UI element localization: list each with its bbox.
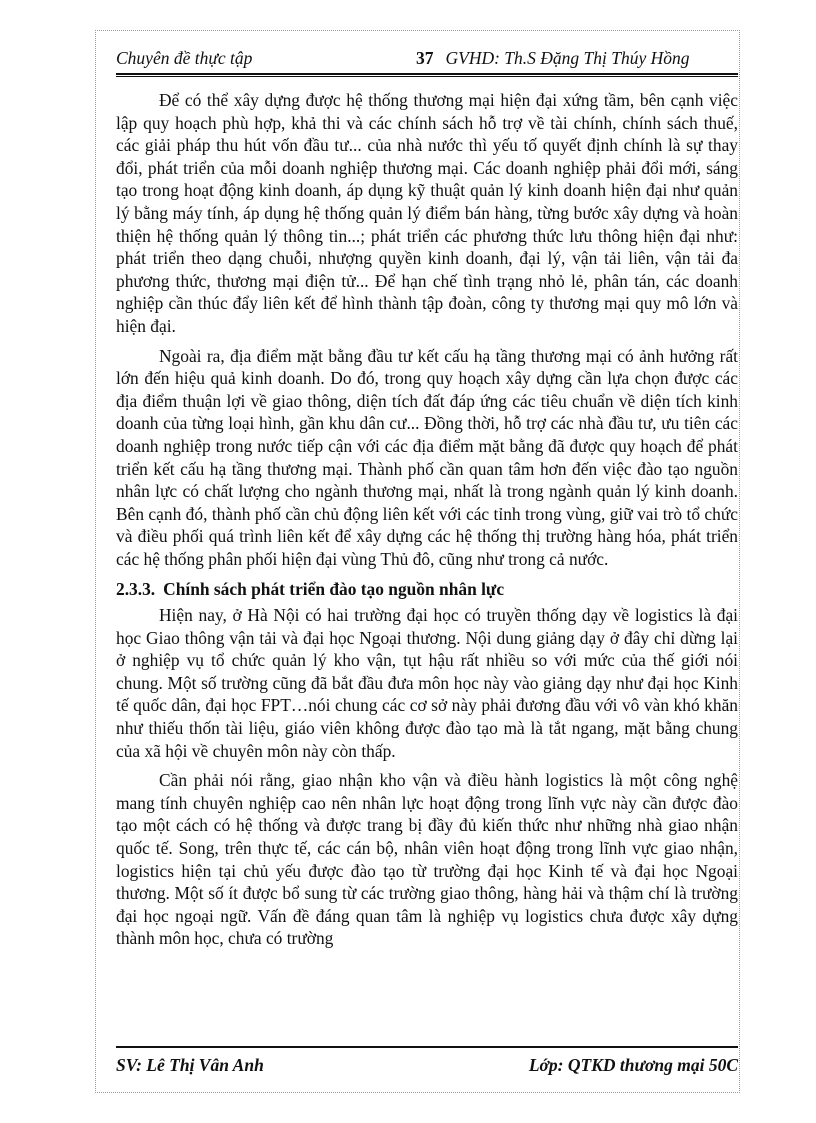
paragraph: Hiện nay, ở Hà Nội có hai trường đại học có truyền thống dạy về logistics là đại học Giao thông vận tải và đại học Ngoại thương. Nội dung giảng dạy ở đây chỉ dừng lại ở nghiệp vụ tổ chức quản lý kho vận, tụt hậu rất nhiều so với mức của thế giới nói chung. Một số trường cũng đã bắt đầu đưa môn học này vào giảng dạy như đại học Kinh tế quốc dân, đại học FPT…nói chung các cơ sở này phải đương đầu với vô vàn khó khăn như thiếu thốn tài liệu, giáo viên không được đào tạo mà là tắt ngang, mặt bằng chung của xã hội về chuyên môn này còn thấp. bbox=[116, 605, 738, 761]
page-footer bbox=[116, 1055, 738, 1079]
header-rule-thin bbox=[116, 76, 738, 77]
document-title: Chuyên đề thực tập bbox=[116, 48, 253, 68]
paragraph: Ngoài ra, địa điểm mặt bằng đầu tư kết cấu hạ tầng thương mại có ảnh hưởng rất lớn đến hiệu quả kinh doanh. Do đó, trong quy hoạch xây dựng cần lựa chọn được các địa điểm thuận lợi về giao thông, diện tích đất đáp ứng các tiêu chuẩn về diện tích kinh doanh của từng loại hình, gần khu dân cư... Đồng thời, hỗ trợ các nhà đầu tư, ưu tiên các doanh nghiệp trong nước tiếp cận với các địa điểm mặt bằng đã được quy hoạch để phát triển kết cấu hạ tầng thương mại. Thành phố cần quan tâm hơn đến việc đào tạo nguồn nhân lực có chất lượng cho ngành thương mại, nhất là trong ngành quản lý kinh doanh. Bên cạnh đó, thành phố cần chủ động liên kết với các tỉnh trong vùng, giữ vai trò tổ chức và điều phối quá trình liên kết để xây dựng các hệ thống thị trường hàng hóa, phát triển các hệ thống phân phối hiện đại vùng Thủ đô, cũng như trong cả nước. bbox=[116, 345, 738, 569]
section-heading bbox=[116, 578, 738, 601]
paragraph: Để có thể xây dựng được hệ thống thương mại hiện đại xứng tầm, bên cạnh việc lập quy hoạch phù hợp, khả thi và các chính sách hỗ trợ về tài chính, chính sách thuế, các giải pháp thu hút vốn đầu tư... của nhà nước thì yếu tố quyết định chính là sự thay đổi, phát triển của mỗi doanh nghiệp thương mại. Các doanh nghiệp phải đổi mới, sáng tạo trong hoạt động kinh doanh, áp dụng kỹ thuật quản lý kinh doanh hiện đại như quản lý bằng máy tính, áp dụng hệ thống quản lý điểm bán hàng, từng bước xây dựng và hoàn thiện hệ thống quản lý thông tin...; phát triển các phương thức lưu thông hiện đại như: phát triển theo dạng chuỗi, nhượng quyền kinh doanh, đại lý, vận tải liên, vận tải đa phương thức, thương mại điện tử... Để hạn chế tình trạng nhỏ lẻ, phân tán, các doanh nghiệp cần thúc đẩy liên kết để hình thành tập đoàn, công ty thương mại quy mô lớn và hiện đại. bbox=[116, 90, 738, 336]
paragraph: Cần phải nói rằng, giao nhận kho vận và điều hành logistics là một công nghệ mang tính chuyên nghiệp cao nên nhân lực hoạt động trong lĩnh vực này cần được đào tạo một cách có hệ thống và được trang bị đầy đủ kiến thức như những nhà giao nhận quốc tế. Song, trên thực tế, các cán bộ, nhân viên hoạt động trong lĩnh vực giao nhận, logistics hiện tại chủ yếu được đào tạo từ trường đại học Kinh tế và đại học Ngoại thương. Một số ít được bổ sung từ các trường giao thông, hàng hải và thậm chí là trường đại học ngoại ngữ. Vấn đề đáng quan tâm là nghiệp vụ logistics chưa được xây dựng thành môn học, chưa có trường bbox=[116, 770, 738, 949]
page-content bbox=[116, 89, 738, 950]
supervisor-name: GVHD: Th.S Đặng Thị Thúy Hồng bbox=[445, 48, 690, 68]
section-title: Chính sách phát triển đào tạo nguồn nhân lực bbox=[163, 579, 505, 600]
section-number: 2.3.3. bbox=[116, 579, 156, 600]
page-number: 37 bbox=[416, 48, 434, 68]
class-name: Lớp: QTKD thương mại 50C bbox=[528, 1055, 738, 1075]
header-rule-thick bbox=[116, 73, 738, 75]
header-right bbox=[416, 48, 690, 69]
footer-rule bbox=[116, 1046, 738, 1048]
page-header bbox=[116, 46, 738, 72]
student-name: SV: Lê Thị Vân Anh bbox=[116, 1055, 264, 1075]
